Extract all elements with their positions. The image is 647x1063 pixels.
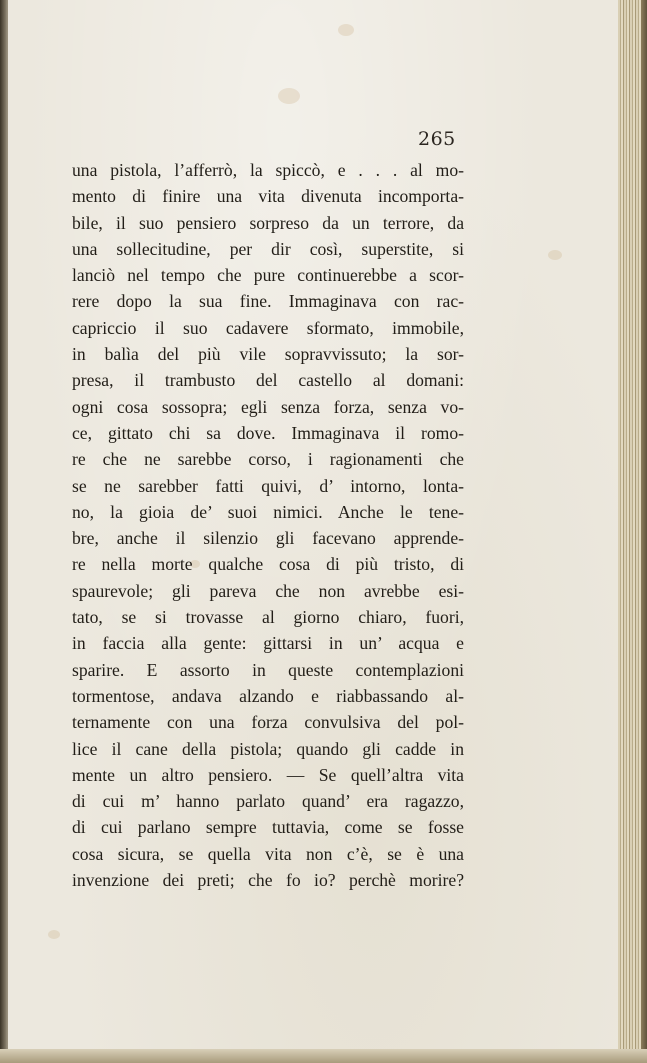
text-line: ternamente con una forza convulsiva del pol- xyxy=(72,712,464,733)
text-line: di cui m’ hanno parlato quand’ era ragazzo, xyxy=(72,791,464,812)
text-line: una pistola, l’afferrò, la spiccò, e . . . al mo- xyxy=(72,160,464,180)
text-line: presa, il trambusto del castello al domani: xyxy=(72,370,464,391)
foxing-spot xyxy=(278,88,300,104)
text-line: bre, anche il silenzio gli facevano apprende- xyxy=(72,528,464,549)
text-line: ogni cosa sossopra; egli senza forza, senza vo- xyxy=(72,396,464,417)
page-number: 265 xyxy=(418,128,456,150)
text-line: se ne sarebber fatti quivi, d’ intorno, lonta- xyxy=(72,475,464,496)
text-line: re che ne sarebbe corso, i ragionamenti che xyxy=(72,449,464,470)
bottom-edge xyxy=(0,1049,647,1063)
text-line: no, la gioia de’ suoi nimici. Anche le tene- xyxy=(72,501,464,522)
page-edges xyxy=(618,0,647,1063)
text-line: mento di finire una vita divenuta incomporta- xyxy=(72,186,464,207)
text-line: spaurevole; gli pareva che non avrebbe esi- xyxy=(72,580,464,601)
text-line: in balìa del più vile sopravvissuto; la sor- xyxy=(72,344,464,365)
text-line: cosa sicura, se quella vita non c’è, se è una xyxy=(72,843,464,864)
body-text xyxy=(72,157,464,893)
text-line: sparire. E assorto in queste contemplazioni xyxy=(72,659,464,680)
text-line: una sollecitudine, per dir così, superstite, si xyxy=(72,238,464,259)
text-line: tato, se si trovasse al giorno chiaro, fuori, xyxy=(72,607,464,628)
text-line: di cui parlano sempre tuttavia, come se fosse xyxy=(72,817,464,838)
foxing-spot xyxy=(48,930,60,939)
text-line: rere dopo la sua fine. Immaginava con rac- xyxy=(72,291,464,312)
text-line: invenzione dei preti; che fo io? perchè morire? xyxy=(72,870,464,891)
text-line: ce, gittato chi sa dove. Immaginava il romo- xyxy=(72,422,464,443)
text-line: lice il cane della pistola; quando gli cadde in xyxy=(72,738,464,759)
foxing-spot xyxy=(338,24,354,36)
text-line: bile, il suo pensiero sorpreso da un terrore, da xyxy=(72,212,464,233)
text-line: in faccia alla gente: gittarsi in un’ acqua e xyxy=(72,633,464,654)
text-line: re nella morte qualche cosa di più tristo, di xyxy=(72,554,464,575)
text-line: lanciò nel tempo che pure continuerebbe a scor- xyxy=(72,265,464,286)
text-line: mente un altro pensiero. — Se quell’altra vita xyxy=(72,764,464,785)
foxing-spot xyxy=(548,250,562,260)
text-line: tormentose, andava alzando e riabbassando al- xyxy=(72,685,464,706)
text-line: capriccio il suo cadavere sformato, immobile, xyxy=(72,317,464,338)
